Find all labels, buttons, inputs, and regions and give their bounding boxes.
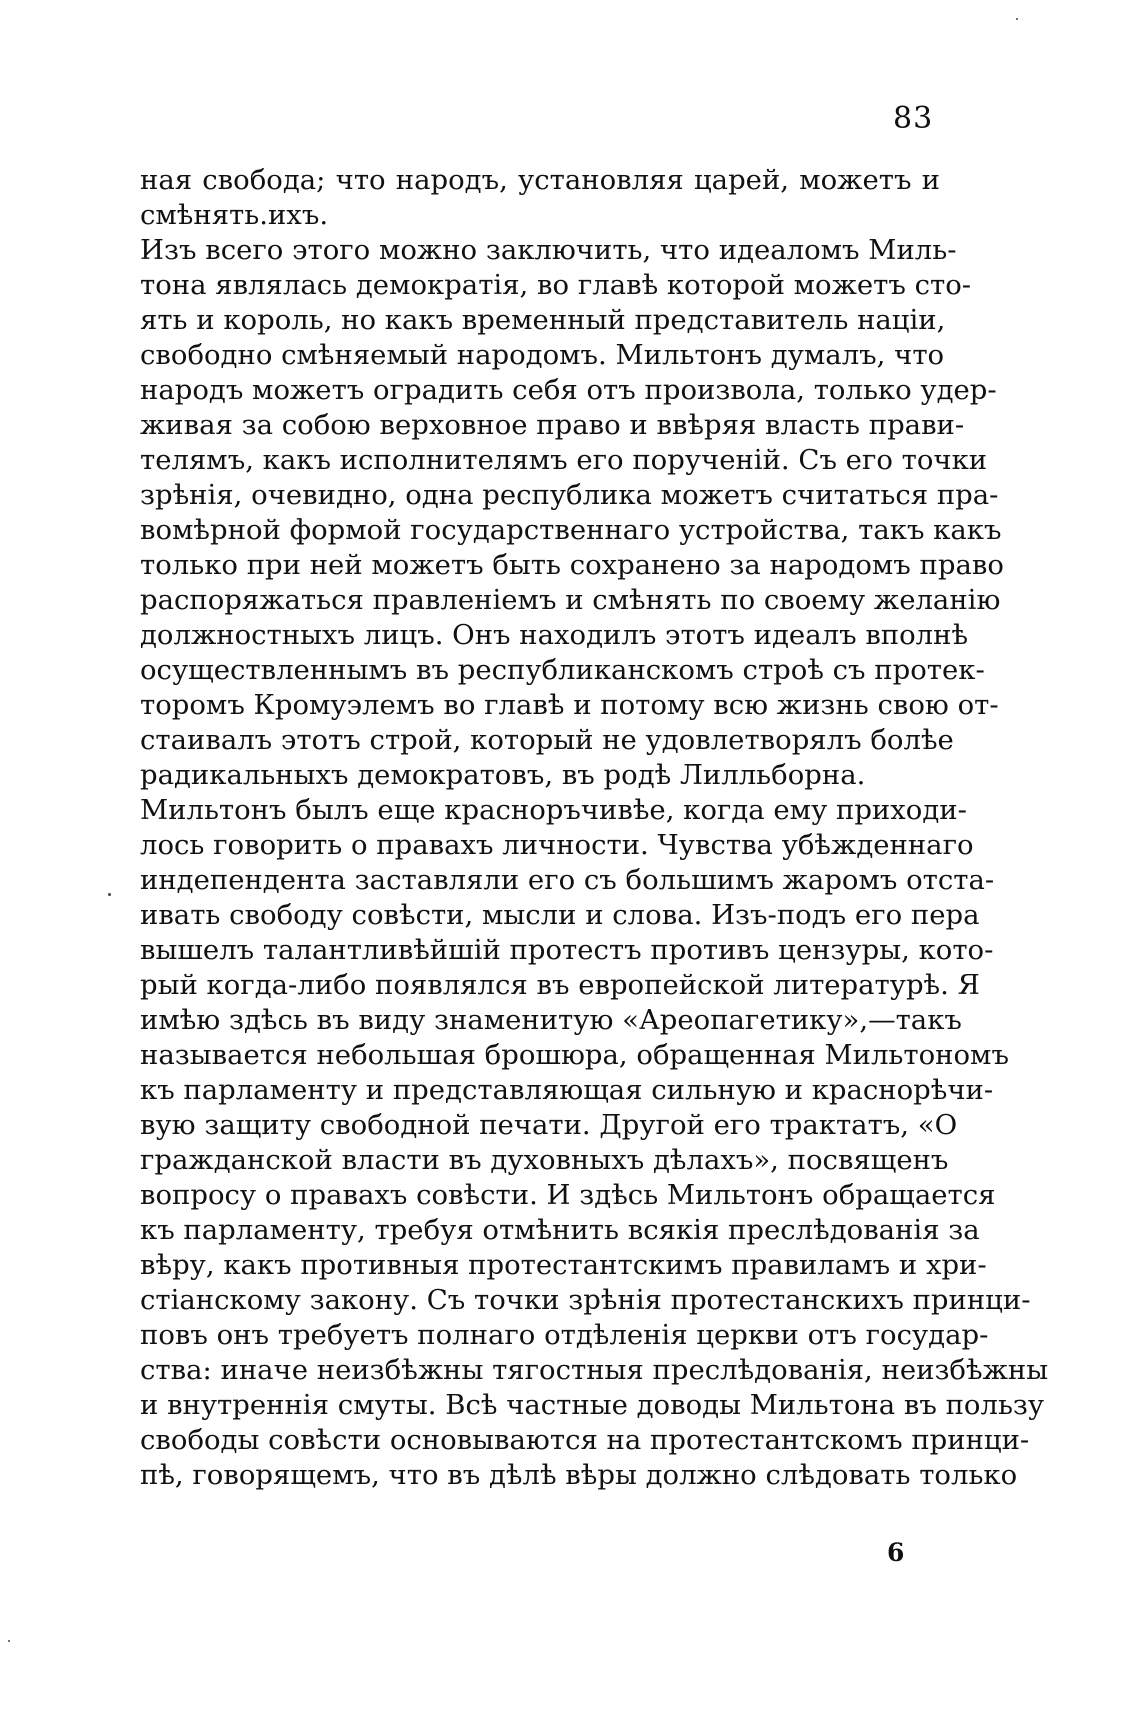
text-line: называется небольшая брошюра, обращенная Мильтономъ <box>140 1039 1009 1071</box>
text-line: рый когда-либо появлялся въ европейской литературѣ. Я <box>140 969 980 1001</box>
text-line: осуществленнымъ въ республиканскомъ строѣ съ протек- <box>140 654 985 686</box>
text-line: Мильтонъ былъ еще красноръчивѣе, когда ему приходи- <box>140 794 967 826</box>
text-line: свободы совѣсти основываются на протестантскомъ принци- <box>140 1424 1030 1456</box>
text-line: только при ней можетъ быть сохранено за народомъ право <box>140 549 1004 581</box>
text-line: вую защиту свободной печати. Другой его трактатъ, «О <box>140 1109 958 1141</box>
scan-speck <box>8 1640 10 1642</box>
text-line: зрѣнія, очевидно, одна республика можетъ считаться пра- <box>140 479 999 511</box>
text-line: и внутреннія смуты. Всѣ частные доводы Мильтона въ пользу <box>140 1389 1045 1421</box>
text-line: смѣнять.ихъ. <box>140 199 329 231</box>
text-line: ять и король, но какъ временный представитель націи, <box>140 304 946 336</box>
text-line: должностныхъ лицъ. Онъ находилъ этотъ идеалъ вполнѣ <box>140 619 969 651</box>
text-line: повъ онъ требуетъ полнаго отдѣленія церкви отъ государ- <box>140 1319 989 1351</box>
body-text <box>140 163 1049 1493</box>
text-line: вышелъ талантливѣйшій протестъ противъ цензуры, кото- <box>140 934 994 966</box>
text-line: индепендента заставляли его съ большимъ жаромъ отста- <box>140 864 995 896</box>
text-line: тона являлась демократія, во главѣ которой можетъ сто- <box>140 269 972 301</box>
text-line: телямъ, какъ исполнителямъ его порученій. Съ его точки <box>140 444 988 476</box>
text-line: распоряжаться правленіемъ и смѣнять по своему желанію <box>140 584 1001 616</box>
text-line: стаивалъ этотъ строй, который не удовлетворялъ болѣе <box>140 724 954 756</box>
text-line: ивать свободу совѣсти, мысли и слова. Изъ-подъ его пера <box>140 899 980 931</box>
text-line: народъ можетъ оградить себя отъ произвола, только удер- <box>140 374 997 406</box>
text-line: къ парламенту и представляющая сильную и краснорѣчи- <box>140 1074 994 1106</box>
text-line: торомъ Кромуэлемъ во главѣ и потому всю жизнь свою от- <box>140 689 999 721</box>
text-line: пѣ, говорящемъ, что въ дѣлѣ вѣры должно слѣдовать только <box>140 1459 1018 1491</box>
text-line: лось говорить о правахъ личности. Чувства убѣжденнаго <box>140 829 974 861</box>
text-line: вопросу о правахъ совѣсти. И здѣсь Мильтонъ обращается <box>140 1179 996 1211</box>
text-line: свободно смѣняемый народомъ. Мильтонъ думалъ, что <box>140 339 945 371</box>
text-line: гражданской власти въ духовныхъ дѣлахъ», посвященъ <box>140 1144 949 1176</box>
text-line: къ парламенту, требуя отмѣнить всякія преслѣдованія за <box>140 1214 980 1246</box>
text-line: ства: иначе неизбѣжны тягостныя преслѣдованія, неизбѣжны <box>140 1354 1049 1386</box>
scan-speck <box>1016 18 1018 20</box>
text-line: ная свобода; что народъ, установляя царей, можетъ и <box>140 164 940 196</box>
signature-mark: 6 <box>887 1538 905 1567</box>
text-line: Изъ всего этого можно заключить, что идеаломъ Миль- <box>140 234 957 266</box>
text-line: радикальныхъ демократовъ, въ родѣ Лилльборна. <box>140 759 866 791</box>
text-line: вѣру, какъ противныя протестантскимъ правиламъ и хри- <box>140 1249 987 1281</box>
page-number: 83 <box>893 101 934 136</box>
text-line: стіанскому закону. Съ точки зрѣнія протестанскихъ принци- <box>140 1284 1031 1316</box>
text-line: имѣю здѣсь въ виду знаменитую «Ареопагетику»,—такъ <box>140 1004 962 1036</box>
scan-speck <box>108 893 111 896</box>
text-line: вомѣрной формой государственнаго устройства, такъ какъ <box>140 514 1002 546</box>
text-line: живая за собою верховное право и ввѣряя власть прави- <box>140 409 965 441</box>
